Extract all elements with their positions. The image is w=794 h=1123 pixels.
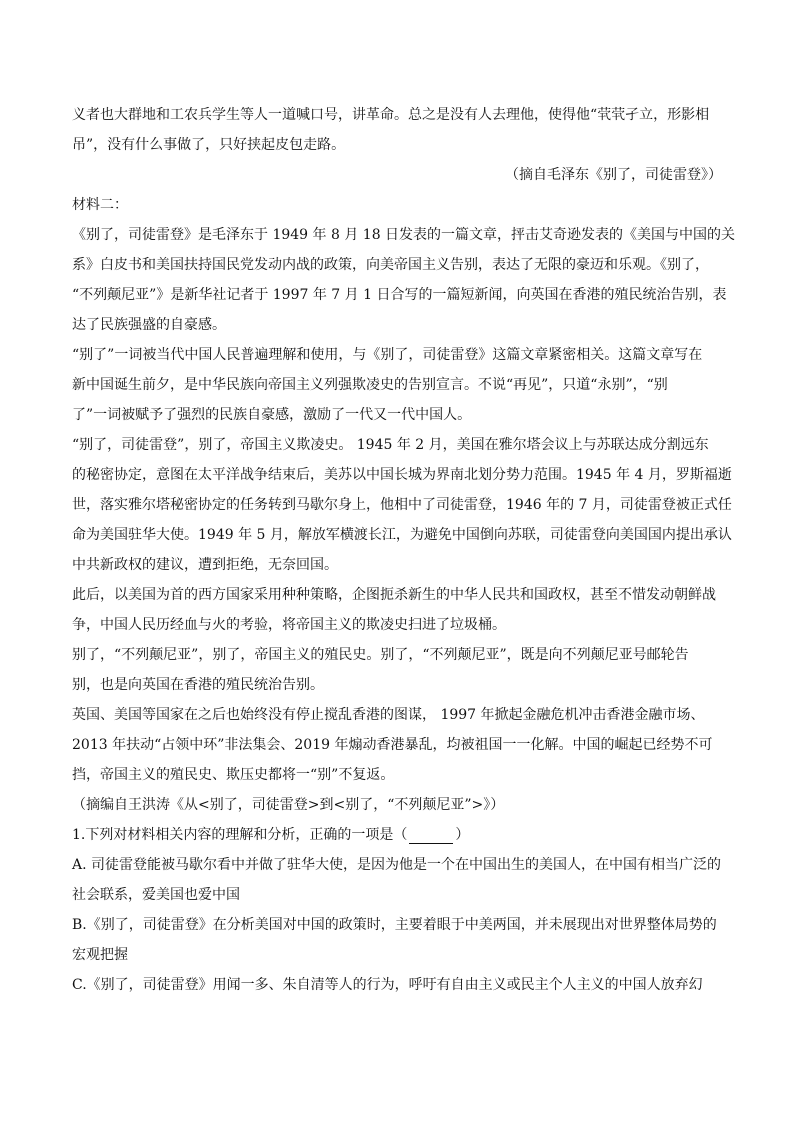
text-line: 吊”，没有什么事做了，只好挟起皮包走路。 xyxy=(72,137,346,153)
question-stem-text: 1.下列对材料相关内容的理解和分析，正确的一项是（ xyxy=(72,827,408,843)
text-line: 别了，“不列颠尼亚”，别了，帝国主义的殖民史。别了，“不列颠尼亚”，既是向不列颠尼亚号邮轮告 xyxy=(72,647,689,663)
text-line: 义者也大群地和工农兵学生等人一道喊口号，讲革命。总之是没有人去理他，使得他“茕茕孑立，形影相 xyxy=(72,107,710,123)
text-line: 此后，以美国为首的西方国家采用种种策略，企图扼杀新生的中华人民共和国政权，甚至不惜发动朝鲜战 xyxy=(72,587,716,603)
document-body xyxy=(72,100,736,1000)
option-b-line: 宏观把握 xyxy=(72,947,128,963)
text-line: 挡，帝国主义的殖民史、欺压史都将一“别”不复返。 xyxy=(72,767,395,783)
text-line: 达了民族强盛的自豪感。 xyxy=(72,317,226,333)
source-citation: （摘编自王洪涛《从<别了，司徒雷登>到<别了，“不列颠尼亚”>》） xyxy=(72,797,505,813)
text-line: “不列颠尼亚”》是新华社记者于 1997 年 7 月 1 日合写的一篇短新闻，向英国在香港的殖民统治告别，表 xyxy=(72,287,727,303)
source-citation: （摘自毛泽东《别了，司徒雷登》） xyxy=(505,167,722,183)
text-line: 2013 年扶动“占领中环”非法集会、2019 年煽动香港暴乱，均被祖国一一化解。中国的崛起已经势不可 xyxy=(72,737,713,753)
question-stem-close: ） xyxy=(455,827,470,843)
text-line: 别，也是向英国在香港的殖民统治告别。 xyxy=(72,677,324,693)
text-line: 命为美国驻华大使。1949 年 5 月，解放军横渡长江，为避免中国倒向苏联，司徒雷登向美国国内提出承认 xyxy=(72,527,732,543)
text-line: 世，落实雅尔塔秘密协定的任务转到马歇尔身上，他相中了司徒雷登，1946 年的 7 月，司徒雷登被正式任 xyxy=(72,497,732,513)
section-heading: 材料二： xyxy=(72,197,128,213)
text-line: 了”一词被赋予了强烈的民族自豪感，激励了一代又一代中国人。 xyxy=(72,407,472,423)
text-line: 中共新政权的建议，遭到拒绝，无奈回国。 xyxy=(72,557,338,573)
text-line: 英国、美国等国家在之后也始终没有停止搅乱香港的图谋， 1997 年掀起金融危机冲击香港金融市场、 xyxy=(72,707,705,723)
text-line: 系》白皮书和美国扶持国民党发动内战的政策，向美帝国主义告别，表达了无限的豪迈和乐观。《别了， xyxy=(72,257,709,273)
answer-blank xyxy=(409,827,453,844)
text-line: 新中国诞生前夕，是中华民族向帝国主义列强欺凌史的告别宣言。不说“再见”，只道“永别”，“别 xyxy=(72,377,668,393)
option-a-line: 社会联系，爱美国也爱中国 xyxy=(72,887,240,903)
question-stem xyxy=(72,820,722,850)
option-b-line: B.《别了，司徒雷登》在分析美国对中国的政策时，主要着眼于中美两国，并未展现出对世界整体局势的 xyxy=(72,917,717,933)
option-c-line: C.《别了，司徒雷登》用闻一多、朱自清等人的行为，呼吁有自由主义或民主个人主义的中国人放弃幻 xyxy=(72,977,703,993)
text-line: 争，中国人民历经血与火的考验，将帝国主义的欺凌史扫进了垃圾桶。 xyxy=(72,617,506,633)
text-line: 《别了，司徒雷登》是毛泽东于 1949 年 8 月 18 日发表的一篇文章，抨击艾奇逊发表的《美国与中国的关 xyxy=(72,227,736,243)
text-line: 的秘密协定，意图在太平洋战争结束后，美苏以中国长城为界南北划分势力范围。1945 年 4 月，罗斯福逝 xyxy=(72,467,732,483)
option-a-line: A. 司徒雷登能被马歇尔看中并做了驻华大使，是因为他是一个在中国出生的美国人，在中国有相当广泛的 xyxy=(72,857,722,873)
text-line: “别了”一词被当代中国人民普遍理解和使用，与《别了，司徒雷登》这篇文章紧密相关。这篇文章写在 xyxy=(72,347,703,363)
text-line: “别了，司徒雷登”，别了，帝国主义欺凌史。 1945 年 2 月，美国在雅尔塔会议上与苏联达成分割远东 xyxy=(72,437,709,453)
